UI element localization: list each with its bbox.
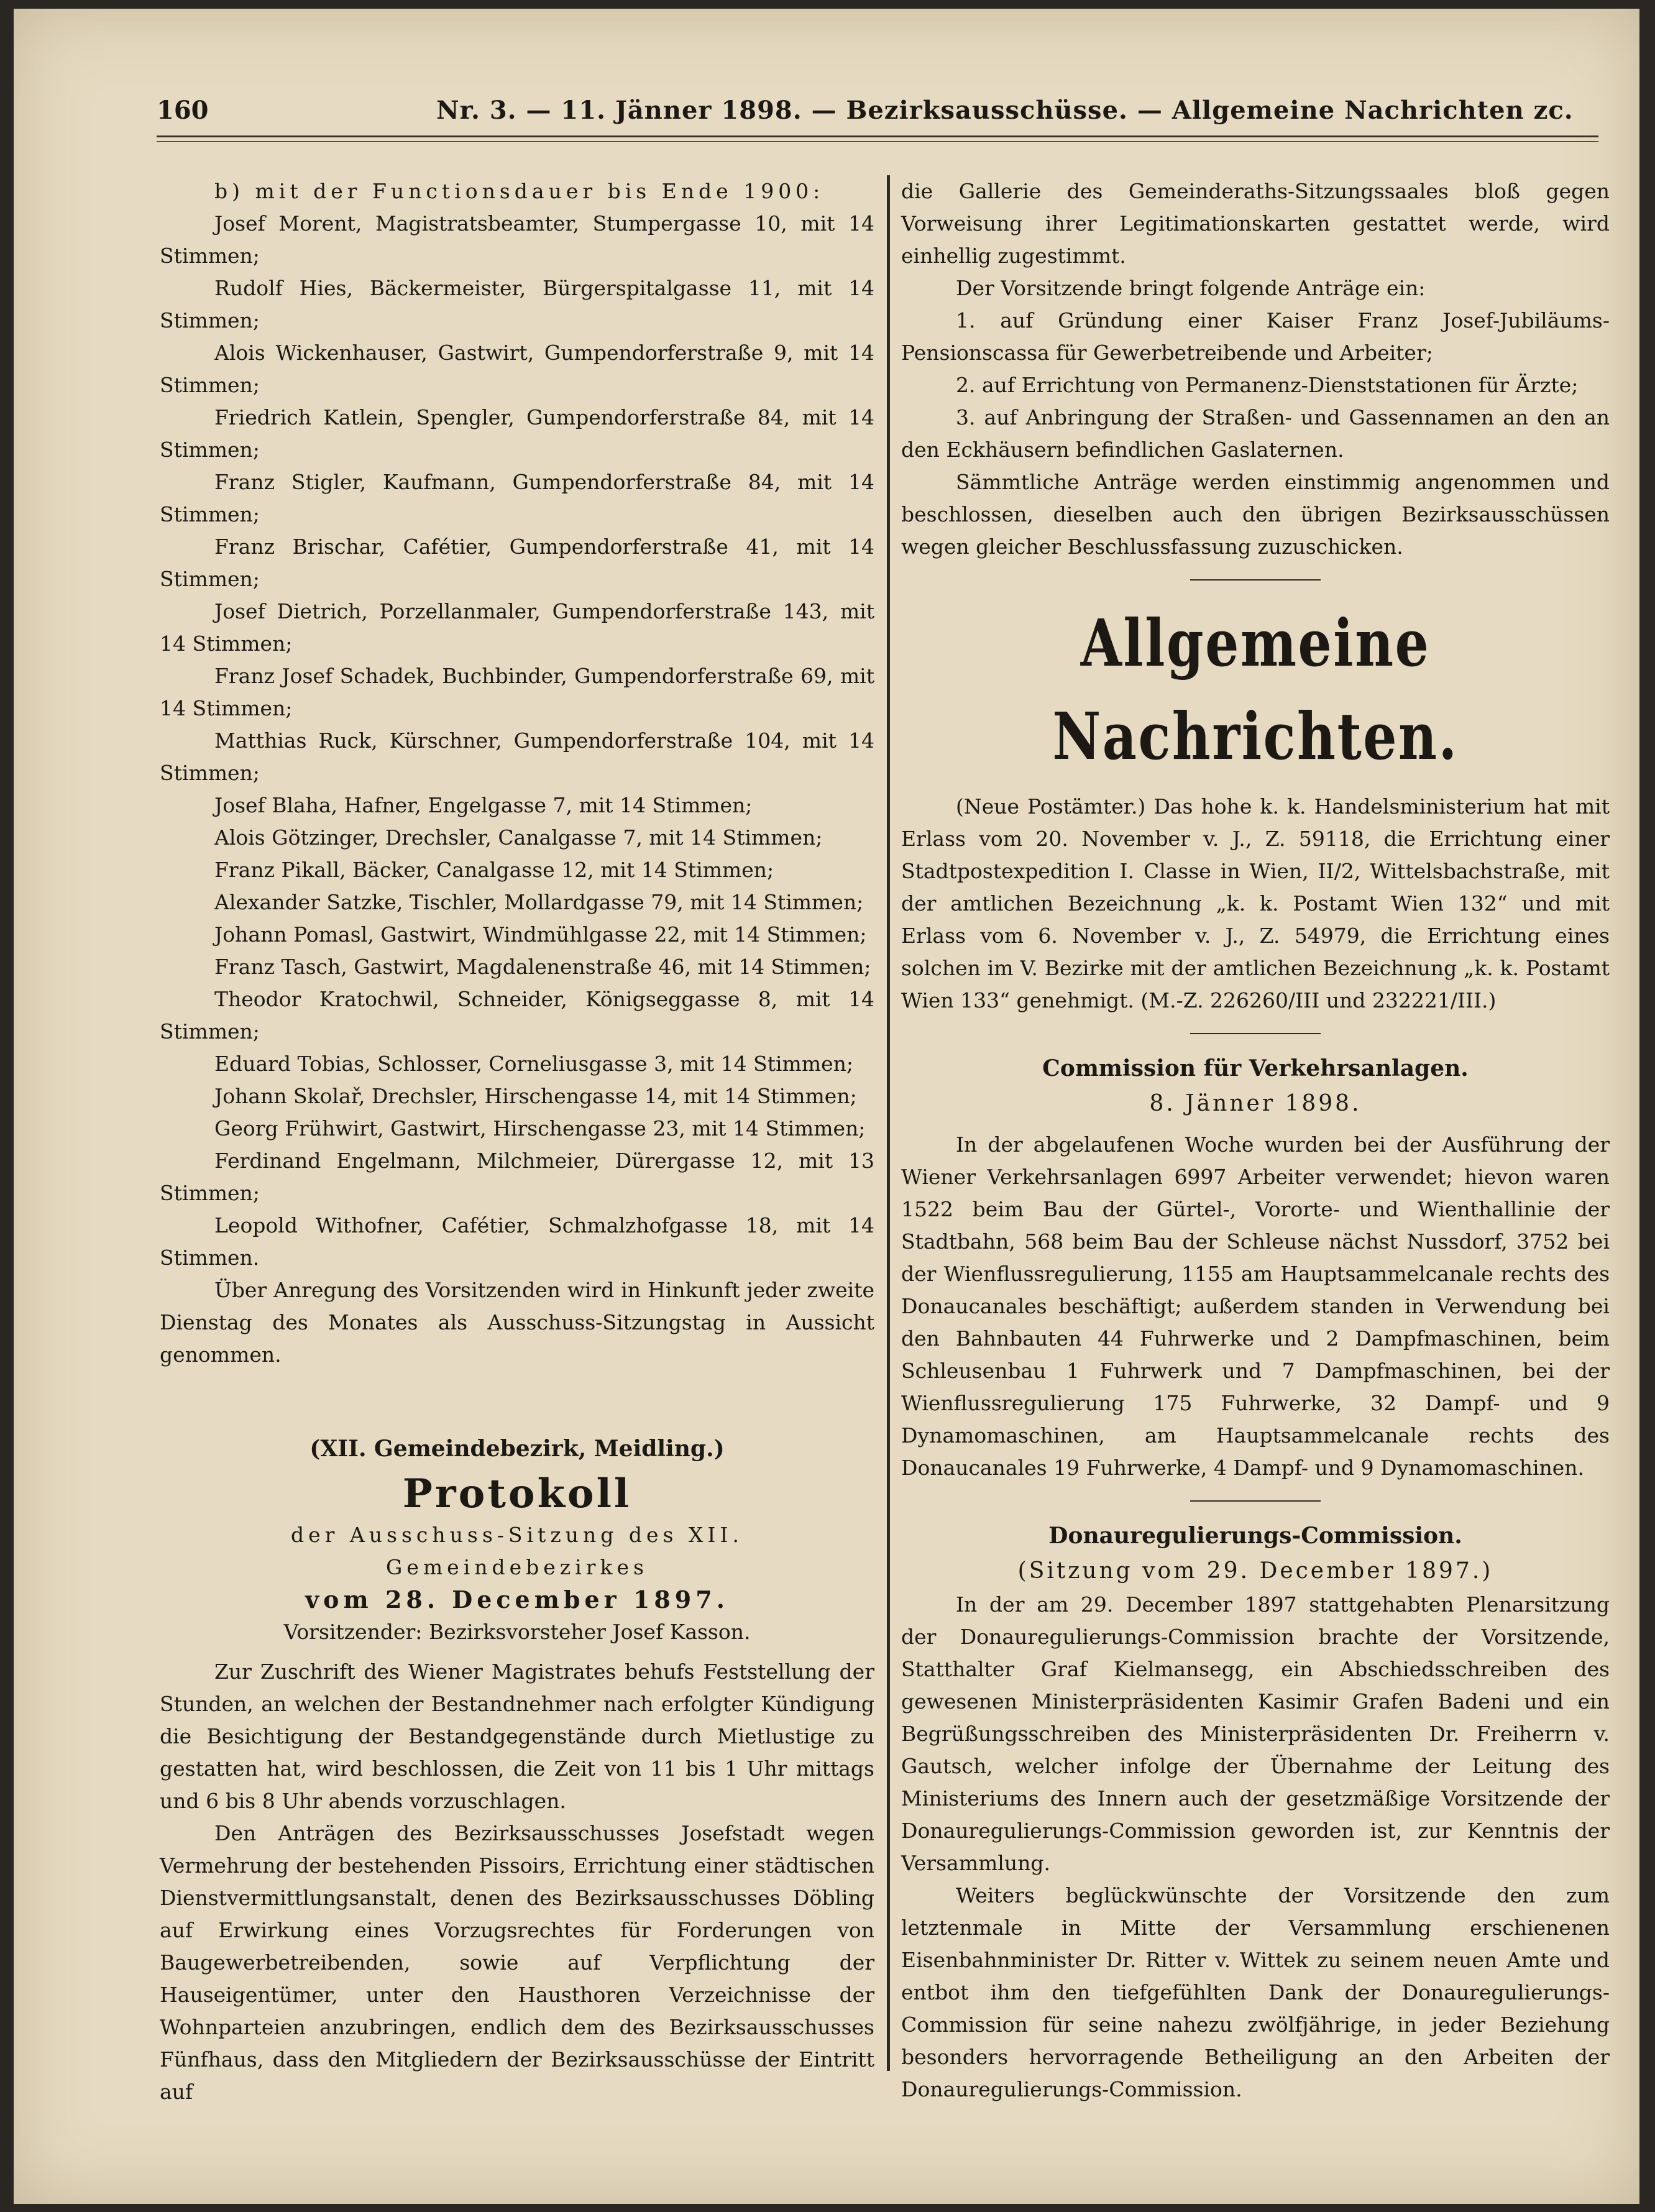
section-separator	[1190, 1500, 1321, 1502]
member-entry: Matthias Ruck, Kürschner, Gumpendorferstraße 104, mit 14 Stimmen;	[160, 728, 874, 785]
news-title: Allgemeine Nachrichten.	[1052, 605, 1459, 774]
member-entry: Josef Blaha, Hafner, Engelgasse 7, mit 14 Stimmen;	[214, 793, 753, 817]
member-entry: Ferdinand Engelmann, Milchmeier, Dürergasse 12, mit 13 Stimmen;	[160, 1149, 874, 1205]
member-entry: Johann Pomasl, Gastwirt, Windmühlgasse 22, mit 14 Stimmen;	[214, 922, 867, 947]
member-entry: Friedrich Katlein, Spengler, Gumpendorferstraße 84, mit 14 Stimmen;	[160, 405, 874, 462]
page-header	[157, 83, 1598, 139]
antrag-item: 2. auf Errichtung von Permanenz-Dienststationen für Ärzte;	[956, 373, 1579, 397]
member-entry: Rudolf Hies, Bäckermeister, Bürgerspitalgasse 11, mit 14 Stimmen;	[160, 276, 874, 333]
verkehr-paragraph: In der abgelaufenen Woche wurden bei der Ausführung der Wiener Verkehrsanlagen 6997 Arbeiter verwendet; hievon waren 1522 beim Bau der Gürtel-, Vororte- und Wienthallinie der Stadtbahn, 568 beim Bau der Schleuse nächst Nussdorf, 3752 bei der Wienflussregulierung, 1155 am Hauptsammelcanale rechts des Donaucanales beschäftigt; außerdem standen in Verwendung bei den Bahnbauten 44 Fuhrwerke und 2 Dampfmaschinen, beim Schleusenbau 1 Fuhrwerk und 7 Dampfmaschinen, bei der Wienflussregulierung 175 Fuhrwerke, 32 Dampf- und 9 Dynamomaschinen, am Hauptsammelcanale rechts des Donaucanales 19 Fuhrwerke, 4 Dampf- und 9 Dynamomaschinen.	[901, 1132, 1610, 1480]
donau-date: (Sitzung vom 29. December 1897.)	[1017, 1558, 1493, 1584]
antrag-item: 3. auf Anbringung der Straßen- und Gassennamen an den an den Eckhäusern befindlichen Gaslaternen.	[901, 405, 1610, 462]
verkehr-heading: Commission für Verkehrsanlagen.	[1042, 1055, 1469, 1081]
member-entry: Josef Morent, Magistratsbeamter, Stumpergasse 10, mit 14 Stimmen;	[160, 211, 874, 268]
member-entry: Leopold Withofner, Cafétier, Schmalzhofgasse 18, mit 14 Stimmen.	[160, 1213, 874, 1270]
member-entry: Franz Tasch, Gastwirt, Magdalenenstraße 46, mit 14 Stimmen;	[214, 955, 871, 979]
post-paragraph: (Neue Postämter.) Das hohe k. k. Handelsministerium hat mit Erlass vom 20. November v. J., Z. 59118, die Errichtung einer Stadtpostexpedition I. Classe in Wien, II/2, Wittelsbachstraße, mit der amtlichen Bezeichnung „k. k. Postamt Wien 132“ und mit Erlass vom 6. November v. J., Z. 54979, die Errichtung eines solchen im V. Bezirke mit der amtlichen Bezeichnung „k. k. Postamt Wien 133“ genehmigt. (M.-Z. 226260/III und 232221/III.)	[901, 794, 1610, 1012]
antraege-result: Sämmtliche Anträge werden einstimmig angenommen und beschlossen, dieselben auch den übrigen Bezirksausschüssen wegen gleicher Beschlussfassung zuzuschicken.	[901, 470, 1610, 559]
donau-heading: Donauregulierungs-Commission.	[1048, 1523, 1462, 1549]
protokoll-date: vom 28. December 1897.	[305, 1586, 729, 1613]
member-entry: Franz Pikall, Bäcker, Canalgasse 12, mit 14 Stimmen;	[214, 858, 774, 882]
member-entry: Franz Josef Schadek, Buchbinder, Gumpendorferstraße 69, mit 14 Stimmen;	[160, 664, 874, 720]
newspaper-page	[14, 9, 1639, 2204]
protokoll-paragraph-1: Zur Zuschrift des Wiener Magistrates behufs Feststellung der Stunden, an welchen der Bestandnehmer nach erfolgter Kündigung die Besichtigung der Bestandgegenstände durch Mietlustige zu gestatten hat, wird beschlossen, die Zeit von 11 bis 1 Uhr mittags und 6 bis 8 Uhr abends vorzuschlagen.	[160, 1659, 874, 1813]
member-entry: Franz Brischar, Cafétier, Gumpendorferstraße 41, mit 14 Stimmen;	[160, 535, 874, 591]
member-entry: Alois Wickenhauser, Gastwirt, Gumpendorferstraße 9, mit 14 Stimmen;	[160, 341, 874, 397]
chair-line: Vorsitzender: Bezirksvorsteher Josef Kasson.	[283, 1620, 751, 1644]
spacer	[160, 1648, 874, 1656]
closing-paragraph: Über Anregung des Vorsitzenden wird in Hinkunft jeder zweite Dienstag des Monates als Ausschuss-Sitzungstag in Aussicht genommen.	[160, 1278, 874, 1367]
member-entry: Alois Götzinger, Drechsler, Canalgasse 7, mit 14 Stimmen;	[214, 825, 823, 850]
donau-paragraph-1: In der am 29. December 1897 stattgehabten Plenarsitzung der Donauregulierungs-Commission brachte der Vorsitzende, Statthalter Graf Kielmansegg, ein Abschiedsschreiben des gewesenen Ministerpräsidenten Kasimir Grafen Badeni und ein Begrüßungsschreiben des Ministerpräsidenten Dr. Freiherrn v. Gautsch, welcher infolge der Übernahme der Leitung des Ministeriums des Innern auch der gesetzmäßige Vorsitzende der Donauregulierungs-Commission geworden ist, zur Kenntnis der Versammlung.	[901, 1592, 1610, 1875]
member-entry: Eduard Tobias, Schlosser, Corneliusgasse 3, mit 14 Stimmen;	[214, 1052, 854, 1076]
district-heading: (XII. Gemeindebezirk, Meidling.)	[309, 1436, 725, 1462]
member-entry: Franz Stigler, Kaufmann, Gumpendorferstraße 84, mit 14 Stimmen;	[160, 470, 874, 526]
member-entry: Josef Dietrich, Porzellanmaler, Gumpendorferstraße 143, mit 14 Stimmen;	[160, 599, 874, 656]
running-title: Nr. 3. — 11. Jänner 1898. — Bezirksausschüsse. — Allgemeine Nachrichten zc.	[436, 96, 1574, 125]
antraege-intro: Der Vorsitzende bringt folgende Anträge ein:	[956, 276, 1426, 300]
member-entry: Alexander Satzke, Tischler, Mollardgasse 79, mit 14 Stimmen;	[214, 890, 864, 914]
spacer	[901, 783, 1610, 791]
section-separator	[1190, 579, 1321, 581]
member-entry: Johann Skolař, Drechsler, Hirschengasse 14, mit 14 Stimmen;	[214, 1084, 857, 1108]
donau-paragraph-2: Weiters beglückwünschte der Vorsitzende den zum letztenmale in Mitte der Versammlung erschienenen Eisenbahnminister Dr. Ritter v. Wittek zu seinem neuen Amte und entbot ihm den tiefgefühlten Dank der Donauregulierungs-Commission für seine nahezu zwölfjährige, in jeder Beziehung besonders hervorragende Betheiligung an den Arbeiten der Donauregulierungs-Commission.	[901, 1883, 1610, 2101]
spacer	[901, 1121, 1610, 1129]
verkehr-date: 8. Jänner 1898.	[1149, 1091, 1362, 1116]
section-separator	[1190, 1033, 1321, 1034]
protokoll-subtitle: der Ausschuss-Sitzung des XII. Gemeindebezirkes	[291, 1523, 743, 1579]
functions-intro: b) mit der Functionsdauer bis Ende 1900:	[214, 179, 825, 203]
continuation-paragraph: die Gallerie des Gemeinderaths-Sitzungssaales bloß gegen Vorweisung ihrer Legitimationskarten gestattet werde, wird einhellig zugestimmt.	[901, 179, 1610, 268]
protokoll-title: Protokoll	[402, 1471, 632, 1517]
protokoll-paragraph-2: Den Anträgen des Bezirksausschusses Josefstadt wegen Vermehrung der bestehenden Pissoirs, Errichtung einer städtischen Dienstvermittlungsanstalt, denen des Bezirksausschusses Döbling auf Erwirkung eines Vorzugsrechtes für Forderungen von Baugewerbetreibenden, sowie auf Verpflichtung der Hauseigentümer, unter den Hausthoren Verzeichnisse der Wohnparteien anzubringen, endlich dem des Bezirksausschusses Fünfhaus, dass den Mitgliedern der Bezirksausschüsse der Eintritt auf	[160, 1821, 874, 2104]
left-column	[160, 175, 874, 2108]
antrag-item: 1. auf Gründung einer Kaiser Franz Josef-Jubiläums-Pensionscassa für Gewerbetreibende und Arbeiter;	[901, 308, 1610, 365]
member-entry: Theodor Kratochwil, Schneider, Königseggasse 8, mit 14 Stimmen;	[160, 987, 874, 1044]
header-rule	[157, 135, 1598, 142]
right-column	[901, 175, 1610, 2106]
page-number: 160	[157, 96, 209, 125]
spacer	[160, 1371, 874, 1427]
member-entry: Georg Frühwirt, Gastwirt, Hirschengasse 23, mit 14 Stimmen;	[214, 1116, 866, 1140]
column-divider	[887, 175, 890, 2071]
